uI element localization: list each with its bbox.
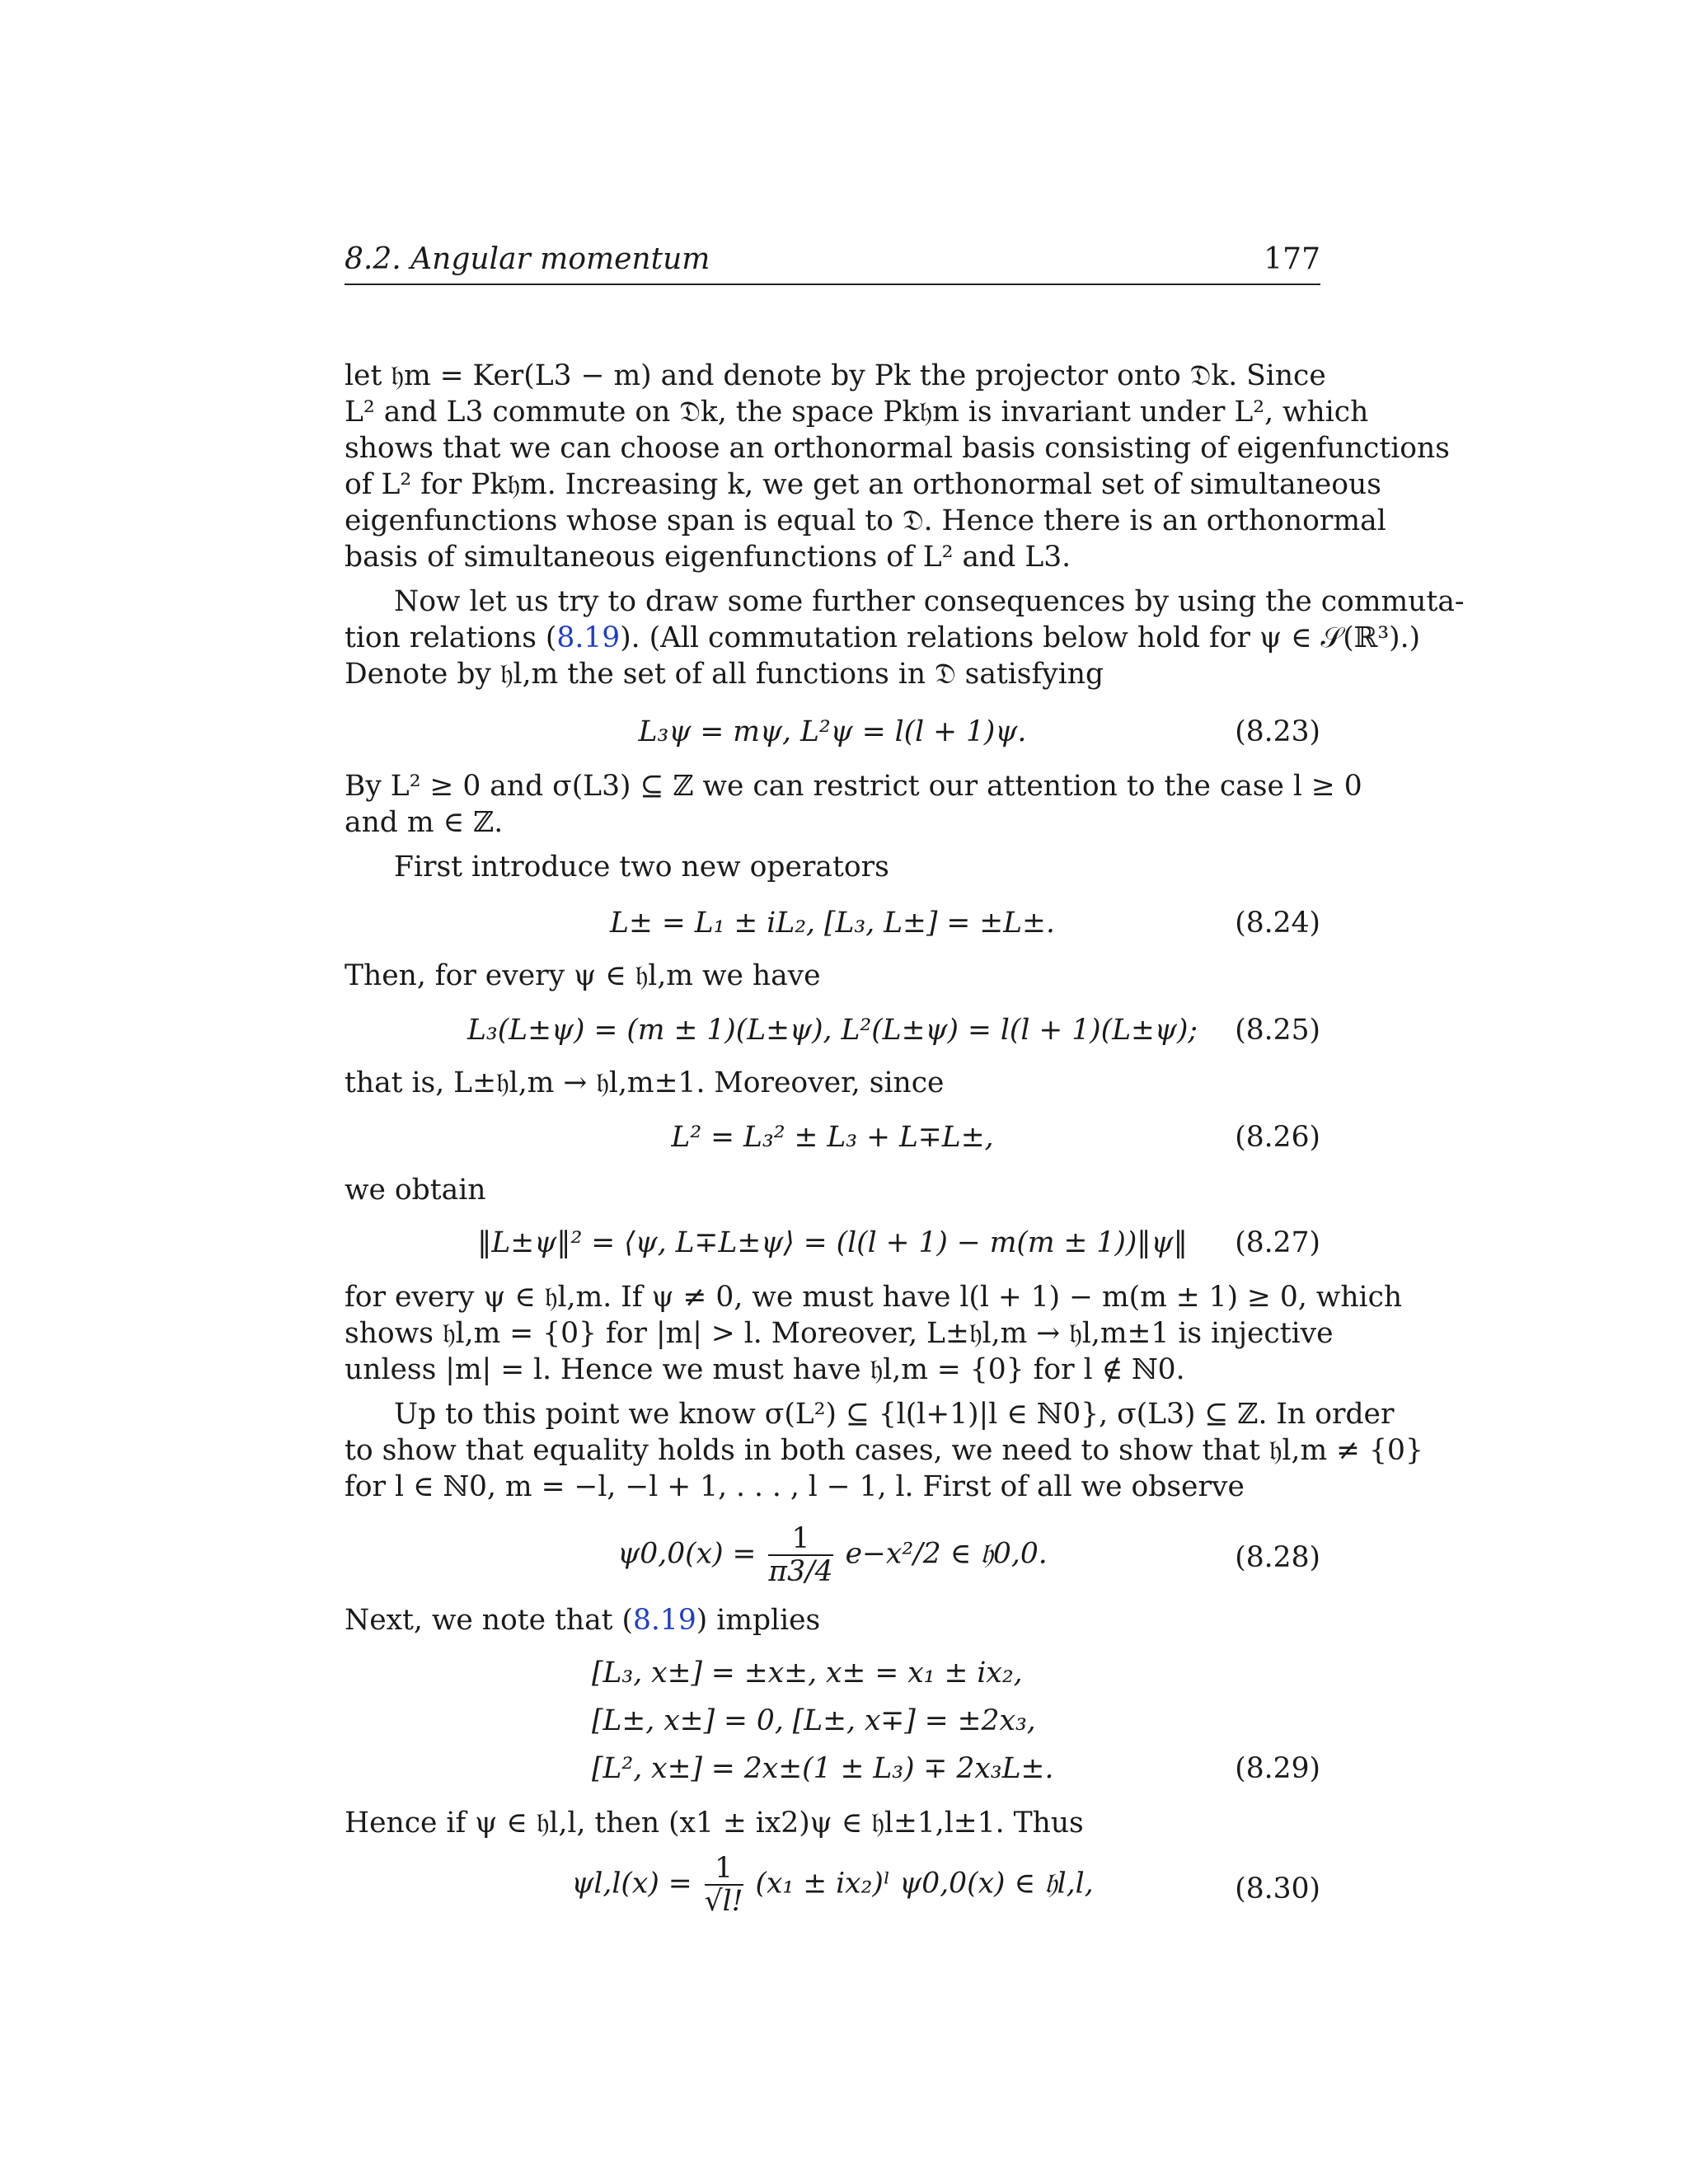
equation-body: [L₃, x±] = ±x±, x± = x₁ ± ix₂, bbox=[592, 1657, 1023, 1690]
equation-body bbox=[345, 1853, 1320, 1917]
text-line-with-ref bbox=[345, 620, 1421, 656]
equation-8-28 bbox=[345, 1523, 1320, 1592]
equation-body bbox=[345, 1523, 1320, 1587]
text-fragment: ). (All commutation relations below hold for ψ ∈ 𝒮(ℝ³).) bbox=[620, 621, 1421, 654]
text-line: that is, L±𝔥l,m → 𝔥l,m±1. Moreover, since bbox=[345, 1066, 945, 1099]
equation-8-24 bbox=[345, 905, 1320, 941]
equation-number: (8.27) bbox=[1235, 1226, 1320, 1259]
fraction-denominator: π3/4 bbox=[768, 1555, 833, 1588]
equation-8-29-line-2 bbox=[345, 1703, 1320, 1739]
text-line: shows 𝔥l,m = {0} for |m| > l. Moreover, L±𝔥l,m → 𝔥l,m±1 is injective bbox=[345, 1317, 1334, 1350]
equation-link[interactable]: 8.19 bbox=[556, 621, 621, 654]
equation-lhs: ψl,l(x) = bbox=[571, 1867, 692, 1900]
text-line: eigenfunctions whose span is equal to 𝔇. Hence there is an orthonormal bbox=[345, 504, 1386, 537]
text-line: for every ψ ∈ 𝔥l,m. If ψ ≠ 0, we must have l(l + 1) − m(m ± 1) ≥ 0, which bbox=[345, 1281, 1403, 1314]
text-line: Up to this point we know σ(L²) ⊆ {l(l+1)|l ∈ ℕ0}, σ(L3) ⊆ ℤ. In order bbox=[394, 1398, 1395, 1431]
equation-body: ‖L±ψ‖² = ⟨ψ, L∓L±ψ⟩ = (l(l + 1) − m(m ± 1))‖ψ‖ bbox=[477, 1226, 1188, 1259]
text-line: basis of simultaneous eigenfunctions of L² and L3. bbox=[345, 541, 1071, 574]
equation-body: L² = L₃² ± L₃ + L∓L±, bbox=[671, 1121, 994, 1154]
text-line: By L² ≥ 0 and σ(L3) ⊆ ℤ we can restrict our attention to the case l ≥ 0 bbox=[345, 770, 1362, 803]
equation-body: L± = L₁ ± iL₂, [L₃, L±] = ±L±. bbox=[610, 907, 1055, 940]
equation-8-23 bbox=[345, 714, 1320, 750]
text-line: Hence if ψ ∈ 𝔥l,l, then (x1 ± ix2)ψ ∈ 𝔥l±1,l±1. Thus bbox=[345, 1807, 1084, 1840]
equation-body: [L±, x±] = 0, [L±, x∓] = ±2x₃, bbox=[592, 1704, 1036, 1737]
equation-8-30 bbox=[345, 1853, 1320, 1927]
fraction bbox=[768, 1523, 832, 1587]
header-rule bbox=[345, 284, 1320, 285]
equation-number: (8.30) bbox=[1235, 1872, 1320, 1905]
text-line: let 𝔥m = Ker(L3 − m) and denote by Pk the projector onto 𝔇k. Since bbox=[345, 359, 1326, 392]
equation-number: (8.23) bbox=[1235, 715, 1320, 748]
fraction-numerator: 1 bbox=[705, 1853, 743, 1886]
text-line: to show that equality holds in both cases, we need to show that 𝔥l,m ≠ {0} bbox=[345, 1434, 1423, 1467]
equation-rhs: (x₁ ± ix₂)ˡ ψ0,0(x) ∈ 𝔥l,l, bbox=[755, 1867, 1094, 1900]
text-line: shows that we can choose an orthonormal basis consisting of eigenfunctions bbox=[345, 432, 1450, 465]
text-line: we obtain bbox=[345, 1174, 486, 1207]
equation-body: L₃ψ = mψ, L²ψ = l(l + 1)ψ. bbox=[638, 715, 1027, 748]
text-line: L² and L3 commute on 𝔇k, the space Pk𝔥m is invariant under L², which bbox=[345, 396, 1369, 429]
equation-8-26 bbox=[345, 1119, 1320, 1155]
equation-rhs: e−x²/2 ∈ 𝔥0,0. bbox=[845, 1537, 1048, 1571]
fraction bbox=[705, 1853, 743, 1917]
equation-8-29-line-3 bbox=[345, 1750, 1320, 1787]
equation-number: (8.26) bbox=[1235, 1121, 1320, 1154]
equation-body: L₃(L±ψ) = (m ± 1)(L±ψ), L²(L±ψ) = l(l + 1)(L±ψ); bbox=[467, 1014, 1198, 1047]
text-fragment: ) implies bbox=[696, 1604, 821, 1637]
equation-number: (8.28) bbox=[1235, 1541, 1320, 1574]
text-line: for l ∈ ℕ0, m = −l, −l + 1, . . . , l − 1, l. First of all we observe bbox=[345, 1470, 1245, 1503]
equation-lhs: ψ0,0(x) = bbox=[617, 1537, 757, 1571]
equation-link[interactable]: 8.19 bbox=[632, 1604, 696, 1637]
text-fragment: tion relations ( bbox=[345, 621, 557, 654]
text-line: of L² for Pk𝔥m. Increasing k, we get an orthonormal set of simultaneous bbox=[345, 468, 1381, 501]
equation-body: [L², x±] = 2x±(1 ± L₃) ∓ 2x₃L±. bbox=[592, 1752, 1054, 1785]
fraction-denominator: √l! bbox=[704, 1885, 743, 1918]
text-line: First introduce two new operators bbox=[394, 851, 889, 883]
equation-8-25 bbox=[345, 1012, 1320, 1048]
section-title: 8.2. Angular momentum bbox=[345, 242, 710, 276]
equation-number: (8.24) bbox=[1235, 907, 1320, 940]
text-fragment: Next, we note that ( bbox=[345, 1604, 633, 1637]
running-header bbox=[345, 242, 1320, 284]
equation-8-27 bbox=[345, 1225, 1320, 1261]
text-line: and m ∈ ℤ. bbox=[345, 806, 504, 839]
text-line: unless |m| = l. Hence we must have 𝔥l,m = {0} for l ∉ ℕ0. bbox=[345, 1353, 1185, 1386]
page-number: 177 bbox=[1264, 242, 1320, 276]
equation-number: (8.25) bbox=[1235, 1014, 1320, 1047]
text-line: Now let us try to draw some further consequences by using the commuta- bbox=[394, 585, 1465, 618]
text-line: Denote by 𝔥l,m the set of all functions in 𝔇 satisfying bbox=[345, 658, 1104, 691]
equation-8-29-line-1 bbox=[345, 1655, 1320, 1691]
text-line-with-ref bbox=[345, 1602, 1320, 1638]
equation-number: (8.29) bbox=[1235, 1752, 1320, 1785]
fraction-numerator: 1 bbox=[768, 1523, 832, 1556]
text-line: Then, for every ψ ∈ 𝔥l,m we have bbox=[345, 959, 821, 992]
